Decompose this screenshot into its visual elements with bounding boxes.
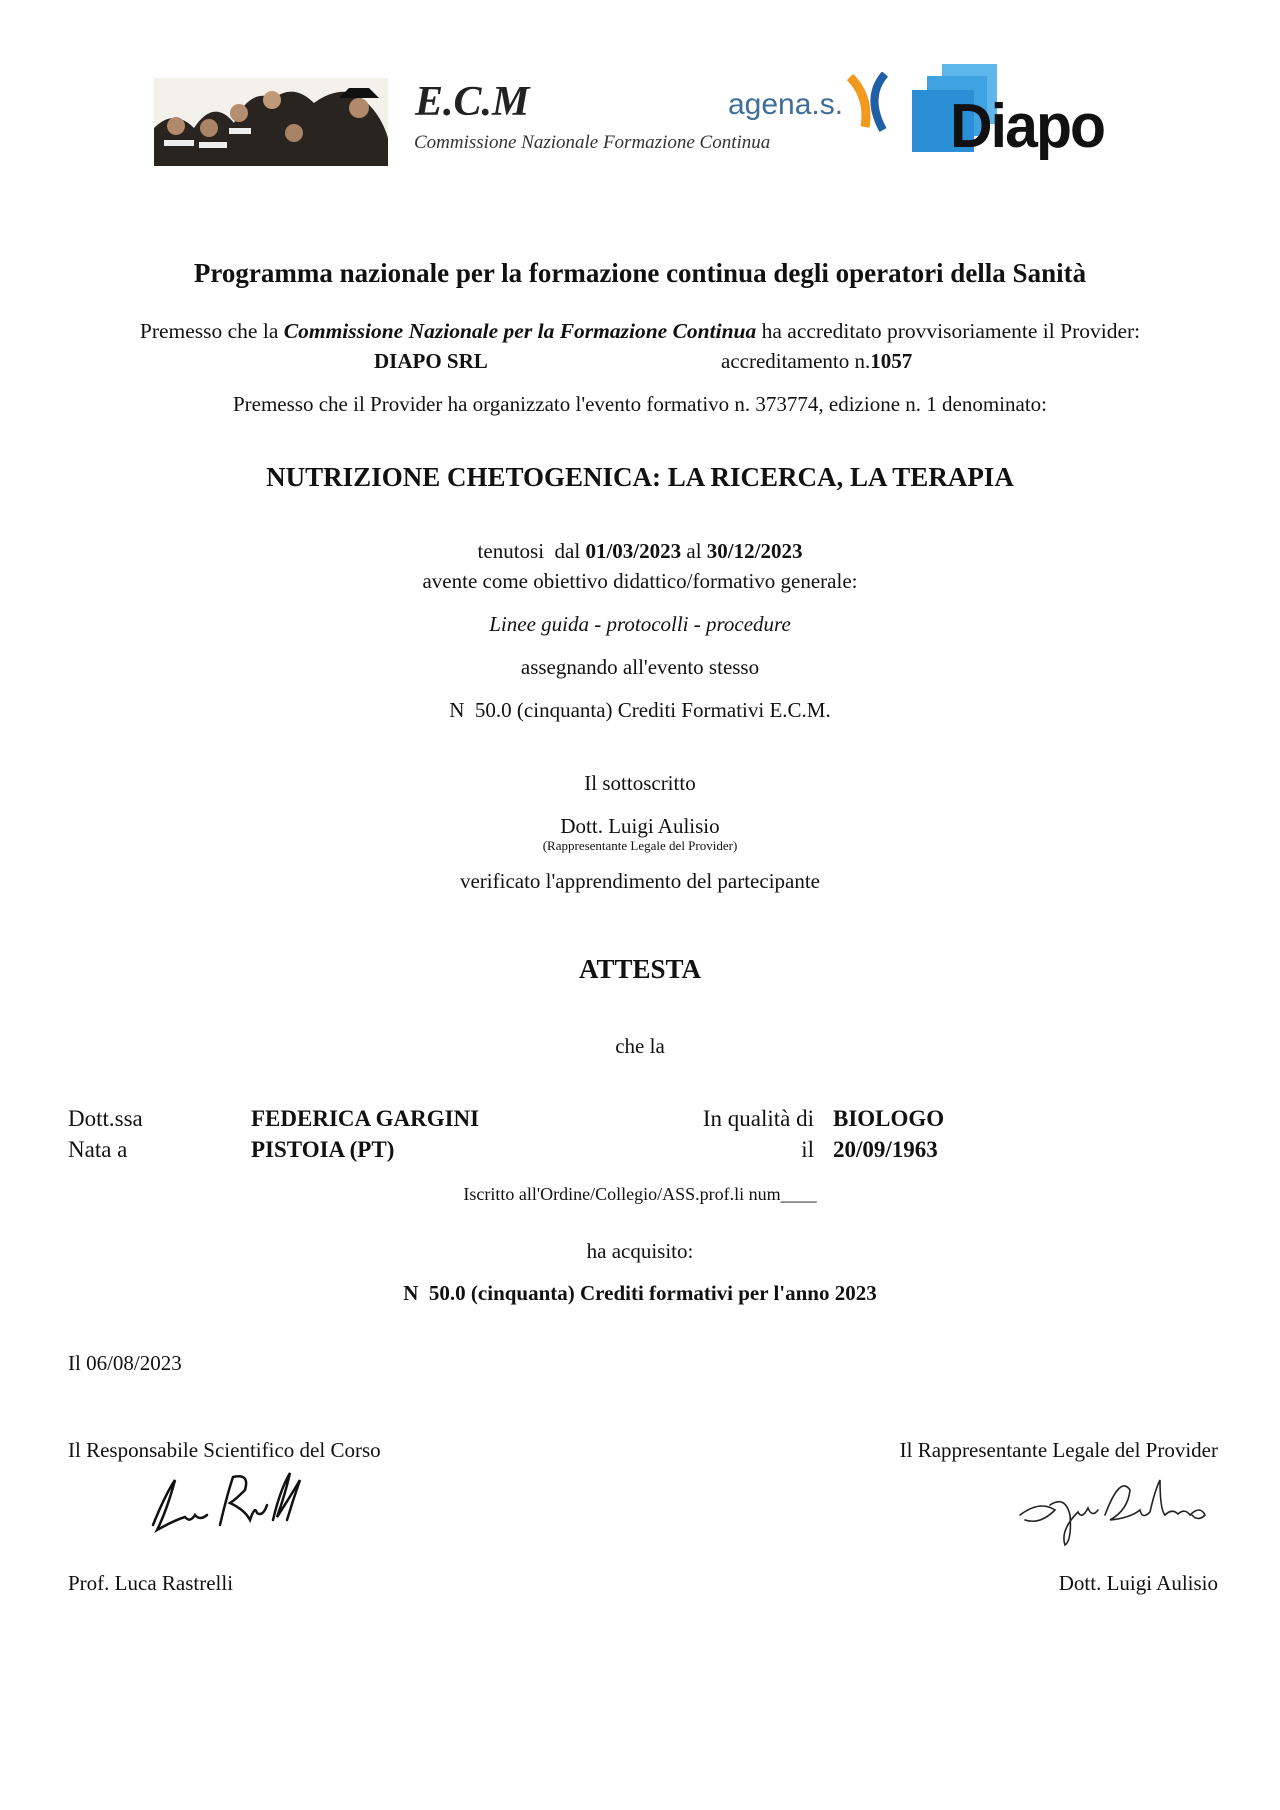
left-signer-name: Prof. Luca Rastrelli	[68, 1571, 234, 1595]
handwritten-signature-aulisio	[1010, 1470, 1220, 1550]
accreditation	[721, 346, 912, 376]
premise-text-end: ha accreditato provvisoriamente il Provider:	[756, 319, 1141, 343]
date-to: 30/12/2023	[706, 539, 803, 563]
acquired-credits: N 50.0 (cinquanta) Crediti formativi per l'anno 2023	[403, 1281, 877, 1305]
ecm-subtitle: Commissione Nazionale Formazione Continua	[414, 132, 771, 153]
accreditation-number: 1057	[870, 349, 913, 373]
diapo-logo: Diapo	[950, 92, 1105, 161]
objective: Linee guida - protocolli - procedure	[489, 612, 791, 636]
birthplace: PISTOIA (PT)	[251, 1137, 395, 1162]
verified-text: verificato l'apprendimento del partecipante	[459, 869, 821, 893]
left-signature-label: Il Responsabile Scientifico del Corso	[68, 1438, 381, 1462]
premise-text: Premesso che la	[139, 319, 284, 343]
event-dates	[0, 536, 1280, 566]
agenas-mark-icon	[845, 72, 895, 132]
che-la: che la	[615, 1034, 665, 1058]
birthdate: 20/09/1963	[833, 1137, 938, 1162]
document-title: Programma nazionale per la formazione continua degli operatori della Sanità	[193, 258, 1087, 288]
register-number: Iscritto all'Ordine/Collegio/ASS.prof.li num____	[463, 1184, 817, 1204]
handwritten-signature-rastrelli	[145, 1465, 315, 1545]
date-from: 01/03/2023	[585, 539, 682, 563]
dates-label: tenutosi dal	[477, 539, 586, 563]
undersigned: Il sottoscritto	[584, 771, 696, 795]
ecm-logo: E.C.M	[415, 79, 530, 125]
issue-date: Il 06/08/2023	[68, 1351, 182, 1375]
acquired-label: ha acquisito:	[586, 1239, 694, 1263]
objective-label: avente come obiettivo didattico/formativo generale:	[422, 569, 858, 593]
participant-title: Dott.ssa	[68, 1106, 143, 1131]
dates-sep: al	[681, 539, 707, 563]
attesta-heading: ATTESTA	[578, 954, 702, 984]
premise-event: Premesso che il Provider ha organizzato l'evento formativo n. 373774, edizione n. 1 denominato:	[232, 392, 1048, 416]
agenas-logo: agena.s.	[728, 88, 844, 121]
painting-logo-image	[154, 78, 388, 166]
participant-role: BIOLOGO	[833, 1106, 945, 1131]
provider-name: DIAPO SRL	[374, 349, 488, 373]
right-signer-name: Dott. Luigi Aulisio	[1058, 1571, 1218, 1595]
event-title: NUTRIZIONE CHETOGENICA: LA RICERCA, LA TERAPIA	[266, 462, 1014, 492]
born-label: Nata a	[68, 1137, 128, 1162]
right-signature-label: Il Rappresentante Legale del Provider	[899, 1438, 1218, 1462]
commission-name: Commissione Nazionale per la Formazione Continua	[283, 319, 757, 343]
premise-commission	[0, 316, 1280, 346]
role-label: In qualità di	[702, 1106, 814, 1131]
signer-name: Dott. Luigi Aulisio	[560, 814, 720, 838]
assign-text: assegnando all'evento stesso	[520, 655, 760, 679]
event-credits: N 50.0 (cinquanta) Crediti Formativi E.C.M.	[449, 698, 831, 722]
birthdate-label: il	[801, 1137, 814, 1162]
accreditation-label: accreditamento n.	[721, 349, 871, 373]
participant-name: FEDERICA GARGINI	[251, 1106, 480, 1131]
signer-role: (Rappresentante Legale del Provider)	[542, 838, 738, 853]
